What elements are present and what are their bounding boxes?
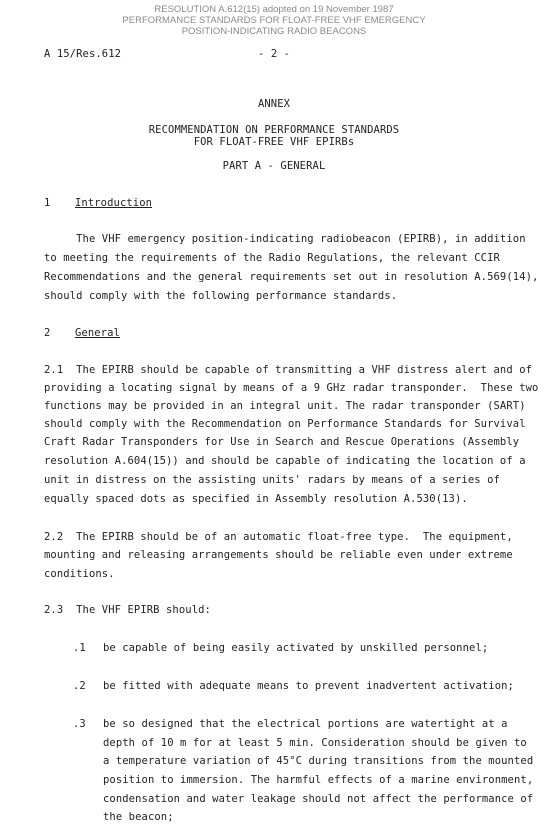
list-item-line: a temperature variation of 45°C during transitions from the mounted <box>103 755 534 767</box>
list-item-number: .2 <box>73 680 86 692</box>
paragraph-line: should comply with the Recommendation on Performance Standards for Survival <box>44 418 526 430</box>
list-item-line: condensation and water leakage should not affect the performance of <box>103 793 534 805</box>
paragraph-line: should comply with the following performance standards. <box>44 290 398 302</box>
paragraph-line: 2.1 The EPIRB should be capable of transmitting a VHF distress alert and of <box>44 364 533 376</box>
paragraph-2-3-intro: 2.3 The VHF EPIRB should: <box>44 604 211 616</box>
paragraph-line: unit in distress on the assisting units' radars by means of a series of <box>44 474 500 486</box>
paragraph-line: Recommendations and the general requirements set out in resolution A.569(14), <box>44 271 539 283</box>
paragraph-line: 2.2 The EPIRB should be of an automatic float-free type. The equipment, <box>44 531 513 543</box>
paragraph-line: mounting and releasing arrangements should be reliable even under extreme <box>44 549 513 561</box>
section-2-heading: General <box>75 327 120 339</box>
document-header-line-3: POSITION-INDICATING RADIO BEACONS <box>181 26 367 37</box>
list-item-line: depth of 10 m for at least 5 min. Consideration should be given to <box>103 737 527 749</box>
list-item-line: be so designed that the electrical portions are watertight at a <box>103 718 508 730</box>
list-item-text: be fitted with adequate means to prevent inadvertent activation; <box>103 680 514 692</box>
document-header-line-1: RESOLUTION A.612(15) adopted on 19 November 1987 <box>154 4 394 15</box>
list-item-number: .1 <box>73 642 86 654</box>
list-item-text: be capable of being easily activated by unskilled personnel; <box>103 642 489 654</box>
paragraph-line: conditions. <box>44 568 115 580</box>
section-1-number: 1 <box>44 197 51 209</box>
section-1-heading: Introduction <box>75 197 153 209</box>
paragraph-line: The VHF emergency position-indicating radiobeacon (EPIRB), in addition <box>44 233 526 245</box>
paragraph-line: functions may be provided in an integral unit. The radar transponder (SART) <box>44 400 526 412</box>
paragraph-line: Craft Radar Transponders for Use in Search and Rescue Operations (Assembly <box>44 436 520 448</box>
annex-title-line-2: FOR FLOAT-FREE VHF EPIRBs <box>193 136 355 148</box>
annex-label: ANNEX <box>257 98 291 110</box>
paragraph-line: resolution A.604(15)) and should be capable of indicating the location of a <box>44 455 526 467</box>
annex-title-line-1: RECOMMENDATION ON PERFORMANCE STANDARDS <box>148 124 400 136</box>
list-item-line: position to immersion. The harmful effects of a marine environment, <box>103 774 534 786</box>
part-heading: PART A - GENERAL <box>222 160 326 172</box>
list-item-number: .3 <box>73 718 86 730</box>
document-header-line-2: PERFORMANCE STANDARDS FOR FLOAT-FREE VHF EMERGENCY <box>122 15 426 26</box>
paragraph-line: equally spaced dots as specified in Assembly resolution A.530(13). <box>44 493 468 505</box>
page-number: - 2 - <box>258 48 291 60</box>
paragraph-line: to meeting the requirements of the Radio Regulations, the relevant CCIR <box>44 252 500 264</box>
list-item-line: the beacon; <box>103 811 174 823</box>
section-2-number: 2 <box>44 327 51 339</box>
document-reference: A 15/Res.612 <box>44 48 122 60</box>
paragraph-line: providing a locating signal by means of a 9 GHz radar transponder. These two <box>44 382 539 394</box>
